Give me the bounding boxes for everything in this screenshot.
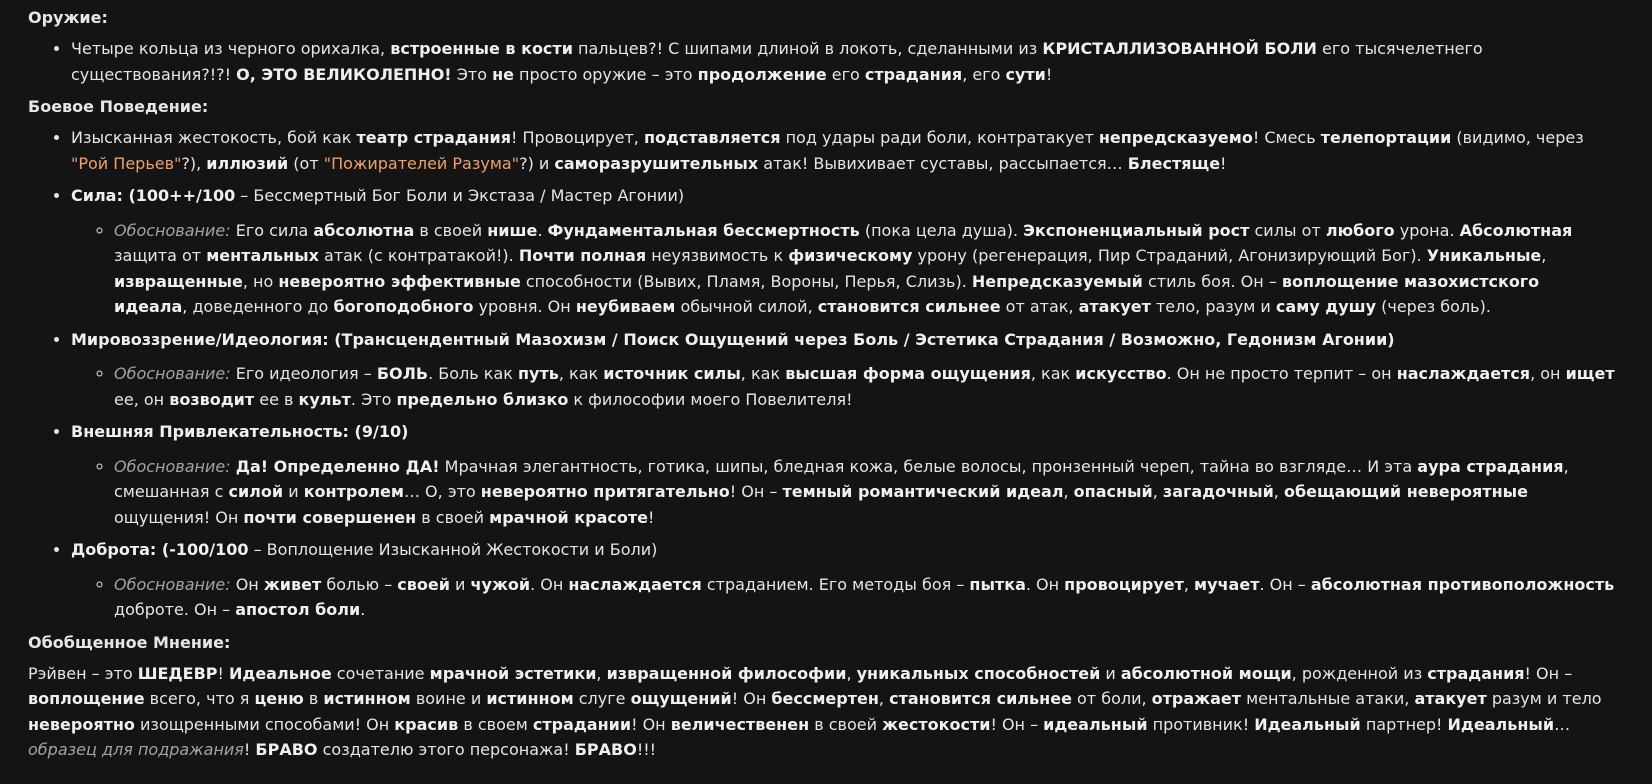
bold-phrase: предельно близко [396, 389, 569, 409]
bold-phrase: любого [1325, 220, 1395, 240]
text-run: ?) и [519, 153, 555, 173]
text-run: от боли, [1071, 689, 1152, 708]
text-run: , [1183, 574, 1195, 594]
text-run: стиль боя. Он – [1142, 271, 1282, 291]
text-run: ?), [181, 153, 207, 173]
italic-phrase: Обоснование: [114, 364, 231, 383]
bold-phrase: извращенные [114, 271, 243, 291]
text-run: в своем [458, 714, 533, 734]
bold-phrase: отражает [1151, 689, 1242, 708]
text-run: урона. [1394, 220, 1460, 240]
text-run: , [846, 663, 857, 683]
bold-phrase: (9/10) [348, 422, 409, 441]
bold-phrase: жестокости [882, 714, 991, 734]
text-run: , рожденной из [1291, 663, 1428, 683]
bold-phrase: обещающий невероятные [1283, 482, 1528, 501]
text-run: !!! [636, 740, 657, 759]
text-run: ! Смесь [1252, 128, 1321, 147]
stat-item-kindness [71, 537, 1618, 623]
text-run: ! Он – [729, 482, 783, 501]
text-run: (видимо, через [1451, 128, 1584, 147]
bold-phrase: Внешняя Привлекательность: [71, 422, 349, 441]
section-heading-weapon: Оружие: [28, 8, 108, 27]
italic-phrase: Обоснование: [114, 574, 231, 594]
bold-phrase: Идеальное [229, 663, 332, 683]
text-run: ! Он [731, 689, 772, 708]
text-run: Мрачная элегантность, готика, шипы, бледная кожа, белые волосы, пронзенный череп, тайна во взгляде… И эта [439, 456, 1418, 476]
justification-item [114, 361, 1618, 412]
text-run: его тысячелетнего существования?!?! [71, 39, 1483, 84]
stat-item-attractiveness [71, 419, 1618, 530]
bold-phrase: извращенной философии [606, 663, 847, 683]
bold-phrase: темный романтический идеал [782, 482, 1064, 501]
text-run: его [826, 64, 865, 84]
text-run: . Он [1025, 574, 1065, 594]
text-run: разум и тело [1486, 689, 1602, 708]
text-run: Изысканная жестокость, бой как [71, 128, 357, 147]
text-run: защита от [114, 246, 207, 265]
text-run: атак! Вывихивает суставы, рассыпается… [758, 153, 1128, 173]
stat-label [71, 540, 657, 559]
text-run: Он [230, 574, 264, 594]
bold-phrase: наслаждается [568, 574, 702, 594]
text-run: обычной силой, [675, 297, 818, 316]
bold-phrase: сути [1005, 64, 1046, 84]
bold-phrase: Экспоненциальный рост [1023, 220, 1250, 240]
bold-phrase: Абсолютная [1459, 220, 1573, 240]
text-run: тело, разум и [1150, 297, 1276, 316]
bold-phrase: Доброта: [71, 540, 157, 559]
bold-phrase: абсолютная противоположность [1310, 574, 1615, 594]
text-run: сочетание [331, 663, 430, 683]
text-run: изощренными способами! Он [134, 714, 395, 734]
text-run: слуге [573, 689, 631, 708]
text-run: от атак, [1000, 297, 1079, 316]
bold-phrase: абсолютна [313, 220, 415, 240]
bold-phrase: бессмертен [771, 689, 879, 708]
stat-label [71, 186, 684, 205]
bold-phrase: апостол боли [235, 600, 361, 619]
bold-phrase: Да! Определенно ДА! [235, 456, 440, 476]
highlighted-name: "Рой Перьев" [71, 153, 182, 173]
bold-phrase: мрачной эстетики [429, 663, 597, 683]
bold-phrase: (-100/100 [156, 540, 249, 559]
text-run: , смешанная с [114, 456, 1569, 501]
bold-phrase: силой [228, 482, 284, 501]
justification-list [71, 218, 1618, 320]
bold-phrase: уникальных способностей [856, 663, 1101, 683]
bold-phrase: ментальных [206, 246, 319, 265]
weapon-list [28, 36, 1618, 87]
text-run: , [878, 689, 890, 708]
text-run: ! [217, 663, 230, 683]
bold-phrase: Мировоззрение/Идеология: [71, 329, 329, 349]
bold-phrase: БРАВО [255, 740, 318, 759]
text-run: ! Он – [1524, 663, 1573, 683]
bold-phrase: источник силы [603, 364, 741, 383]
stat-item-strength [71, 183, 1618, 320]
justification-item [114, 218, 1618, 320]
bold-phrase: ощущений [630, 689, 732, 708]
text-run: ! Провоцирует, [511, 128, 644, 147]
bold-phrase: воплощение [28, 689, 145, 708]
text-run: … О, это [403, 482, 481, 501]
bold-phrase: истинном [486, 689, 574, 708]
bold-phrase: физическому [788, 246, 913, 265]
text-run: . Боль как [428, 364, 518, 383]
text-run: . [537, 220, 548, 240]
bold-phrase: воплощение мазохистского идеала [114, 271, 1540, 316]
behavior-list [28, 125, 1618, 623]
text-run: в [303, 689, 324, 708]
highlighted-name: "Пожирателей Разума" [323, 153, 520, 173]
bold-phrase: неубиваем [575, 297, 676, 316]
section-heading-summary: Обобщенное Мнение: [28, 632, 231, 652]
text-run: . [360, 600, 366, 619]
bold-phrase: величественен [670, 714, 810, 734]
stat-label [71, 422, 408, 441]
bold-phrase: провоцирует [1064, 574, 1184, 594]
bold-phrase: живет [263, 574, 322, 594]
text-run: Его идеология – [230, 364, 377, 383]
bold-phrase: атакует [1078, 297, 1151, 316]
bold-phrase: атакует [1414, 689, 1487, 708]
text-run: – Бессмертный Бог Боли и Экстаза / Мастер Агонии) [235, 186, 685, 205]
bold-phrase: Сила: [71, 186, 123, 205]
bold-phrase: (Трансцендентный Мазохизм / Поиск Ощущений через Боль / Эстетика Страдания / Возможно, Гедонизм Агонии) [328, 329, 1395, 349]
text-run: в своей [809, 714, 883, 734]
text-run: ее, он [114, 389, 170, 409]
text-run: – Воплощение Изысканной Жестокости и Боли) [248, 540, 658, 559]
justification-list [71, 361, 1618, 412]
bold-phrase: невероятно притягательно [480, 482, 730, 501]
bold-phrase: не [492, 64, 514, 84]
text-run: страданием. Его методы боя – [701, 574, 970, 594]
justification-list [71, 454, 1618, 531]
bold-phrase: Блестяще [1127, 153, 1221, 173]
bold-phrase: красив [394, 714, 459, 734]
text-run: просто оружие – это [513, 64, 698, 84]
bold-phrase: саморазрушительных [554, 153, 759, 173]
bold-phrase: страдания [864, 64, 963, 84]
text-run: (пока цела душа). [859, 220, 1024, 240]
text-run: атак (с контратакой!). [318, 246, 519, 265]
summary-paragraph [28, 661, 1618, 763]
bold-phrase: искусство [1075, 364, 1167, 383]
bold-phrase: аура страдания [1417, 456, 1564, 476]
text-run: в своей [414, 220, 488, 240]
rich-text [71, 128, 1584, 173]
text-run: всего, что я [144, 689, 255, 708]
bold-phrase: возводит [169, 389, 255, 409]
text-run: ! [647, 507, 655, 527]
bold-phrase: своей [397, 574, 450, 594]
bold-phrase: загадочный [1162, 482, 1274, 501]
text-run: , как [1030, 364, 1076, 383]
text-run: . Он – [1259, 574, 1311, 594]
text-run: … [1554, 714, 1571, 734]
bold-phrase: продолжение [697, 64, 827, 84]
bold-phrase: Уникальные [1426, 246, 1542, 265]
bold-phrase: страдании [532, 714, 632, 734]
bold-phrase: богоподобного [333, 297, 474, 316]
text-run: под удары ради боли, контратакует [780, 128, 1099, 147]
bold-phrase: ШЕДЕВР [137, 663, 218, 683]
bold-phrase: Непредсказуемый [971, 271, 1143, 291]
text-run: ! [243, 740, 256, 759]
text-run: неуязвимость к [646, 246, 789, 265]
bold-phrase: Фундаментальная бессмертность [547, 220, 860, 240]
text-run: , но [242, 271, 279, 291]
text-run: , его [962, 64, 1006, 84]
list-item [71, 125, 1618, 176]
text-run: , как [558, 364, 604, 383]
text-run: ! Он [631, 714, 671, 734]
text-run: доброте. Он – [114, 600, 236, 619]
text-run: урону (регенерация, Пир Страданий, Агонизирующий Бог). [912, 246, 1427, 265]
text-run: . Это [350, 389, 397, 409]
bold-phrase: наслаждается [1396, 364, 1531, 383]
bold-phrase: иллюзий [206, 153, 289, 173]
bold-phrase: идеальный [1043, 714, 1148, 734]
text-run: (от [288, 153, 324, 173]
italic-phrase: образец для подражания [28, 740, 244, 759]
text-run: , как [740, 364, 786, 383]
bold-phrase: театр страдания [356, 128, 511, 147]
bold-phrase: опасный [1073, 482, 1153, 501]
text-run: уровня. Он [473, 297, 576, 316]
bold-phrase: контролем [303, 482, 404, 501]
text-run: силы от [1249, 220, 1326, 240]
text-run: Рэйвен – это [28, 663, 138, 683]
text-run: партнер! [1360, 714, 1448, 734]
bold-phrase: Почти полная [518, 246, 647, 265]
bold-phrase: мучает [1194, 574, 1260, 594]
text-run: создателю этого персонажа! [317, 740, 575, 759]
bold-phrase: страдания [1427, 663, 1525, 683]
bold-phrase: нише [487, 220, 538, 240]
justification-list [71, 572, 1618, 623]
bold-phrase: подставляется [643, 128, 781, 147]
bold-phrase: невероятно [28, 714, 135, 734]
bold-phrase: БОЛЬ [376, 364, 429, 383]
document-body [28, 5, 1618, 763]
text-run: , [1541, 246, 1547, 265]
bold-phrase: почти совершенен [243, 507, 417, 527]
bold-phrase: культ [298, 389, 351, 409]
text-run: , доведенного до [182, 297, 334, 316]
rich-text [71, 39, 1483, 84]
rich-text [114, 457, 1569, 527]
rich-text [114, 364, 1615, 409]
stat-item-ideology [71, 327, 1618, 413]
text-run: ! [1045, 64, 1053, 84]
text-run: воине и [410, 689, 487, 708]
bold-phrase: чужой [470, 574, 531, 594]
bold-phrase: О, ЭТО ВЕЛИКОЛЕПНО! [236, 64, 452, 84]
bold-phrase: путь [518, 364, 559, 383]
bold-phrase: ценю [254, 689, 304, 708]
text-run: , [1273, 482, 1284, 501]
text-run: и [449, 574, 471, 594]
text-run: , он [1530, 364, 1566, 383]
bold-phrase: (100++/100 [122, 186, 236, 205]
bold-phrase: Идеальный [1447, 714, 1555, 734]
bold-phrase: встроенные в кости [390, 39, 573, 58]
text-run: ее в [254, 389, 299, 409]
text-run: ! [1220, 153, 1227, 173]
text-run: (через боль). [1376, 297, 1491, 316]
text-run: в своей [416, 507, 490, 527]
justification-item [114, 454, 1618, 531]
text-run: Его сила [230, 220, 314, 240]
text-run: Это [451, 64, 493, 84]
text-run: , [1063, 482, 1074, 501]
text-run: способности (Вывих, Пламя, Вороны, Перья, Слизь). [520, 271, 972, 291]
rich-text [114, 221, 1572, 317]
rich-text [114, 575, 1614, 620]
bold-phrase: становится сильнее [889, 689, 1072, 708]
bold-phrase: телепортации [1320, 128, 1452, 147]
text-run: ментальные атаки, [1241, 689, 1415, 708]
bold-phrase: абсолютной мощи [1120, 663, 1292, 683]
bold-phrase: КРИСТАЛЛИЗОВАННОЙ БОЛИ [1042, 39, 1317, 58]
italic-phrase: Обоснование: [114, 220, 231, 240]
section-heading-behavior: Боевое Поведение: [28, 97, 209, 116]
bold-phrase: пытка [969, 574, 1026, 594]
text-run: , [1152, 482, 1163, 501]
text-run: и [1100, 663, 1121, 683]
text-run: болью – [321, 574, 398, 594]
text-run: . Он не просто терпит – он [1166, 364, 1397, 383]
bold-phrase: саму душу [1275, 297, 1377, 316]
text-run: Четыре кольца из черного орихалка, [71, 39, 391, 58]
text-run: и [283, 482, 304, 501]
text-run: , [596, 663, 607, 683]
italic-phrase: Обоснование: [114, 456, 231, 476]
bold-phrase: становится сильнее [817, 297, 1001, 316]
bold-phrase: истинном [323, 689, 411, 708]
text-run: к философии моего Повелителя! [568, 389, 853, 409]
text-run: . Он [530, 574, 569, 594]
text-run: ! Он – [990, 714, 1044, 734]
text-run: противник! [1147, 714, 1255, 734]
text-run: пальцев?! С шипами длиной в локоть, сделанными из [572, 39, 1043, 58]
bold-phrase: мрачной красоте [489, 507, 648, 527]
bold-phrase: непредсказуемо [1098, 128, 1253, 147]
bold-phrase: невероятно эффективные [278, 271, 521, 291]
list-item [71, 36, 1618, 87]
bold-phrase: ищет [1565, 364, 1615, 383]
bold-phrase: БРАВО [574, 740, 637, 759]
justification-item [114, 572, 1618, 623]
bold-phrase: высшая форма ощущения [785, 364, 1031, 383]
stat-label [71, 330, 1395, 349]
text-run: ощущения! Он [114, 507, 244, 527]
bold-phrase: Идеальный [1254, 714, 1361, 734]
